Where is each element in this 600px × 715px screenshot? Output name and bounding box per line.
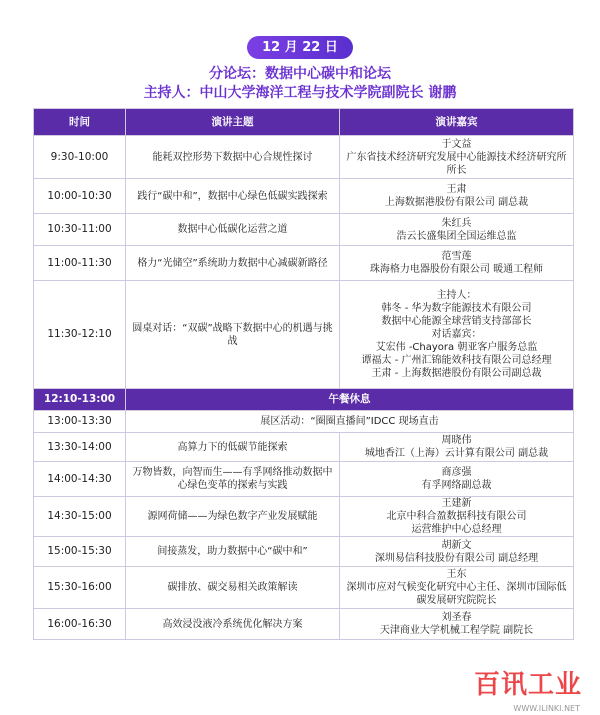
agenda-table: [33, 108, 574, 640]
topic-cell: 格力“光储空”系统助力数据中心减碳新路径: [126, 246, 340, 281]
topic-cell: 高算力下的低碳节能探索: [126, 433, 340, 462]
table-row: [34, 246, 574, 281]
table-row: [34, 609, 574, 640]
table-row: [34, 567, 574, 609]
speaker-cell: 朱红兵 浩云长盛集团全国运维总监: [340, 214, 574, 246]
table-row: [34, 136, 574, 179]
col-header-topic: 演讲主题: [126, 109, 340, 136]
speaker-cell: 于文益 广东省技术经济研究发展中心能源技术经济研究所 所长: [340, 136, 574, 179]
col-header-time: 时间: [34, 109, 126, 136]
exhibition-time: 13:00-13:30: [34, 411, 126, 433]
topic-cell: 万物皆数，向智而生——有孚网络推动数据中心绿色变革的探索与实践: [126, 462, 340, 497]
topic-cell: 数据中心低碳化运营之道: [126, 214, 340, 246]
exhibition-label: 展区活动：“圈圈直播间”IDCC 现场直击: [126, 411, 574, 433]
time-cell: 15:00-15:30: [34, 537, 126, 567]
table-header-row: [34, 109, 574, 136]
speaker-cell: 王东 深圳市应对气候变化研究中心主任、深圳市国际低碳发展研究院院长: [340, 567, 574, 609]
topic-cell: 源网荷储——为绿色数字产业发展赋能: [126, 497, 340, 537]
speaker-cell: 王肃 上海数据港股份有限公司 副总裁: [340, 179, 574, 214]
speaker-cell: 周晓伟 城地香江（上海）云计算有限公司 副总裁: [340, 433, 574, 462]
time-cell: 11:00-11:30: [34, 246, 126, 281]
speaker-cell: 范雪莲 珠海格力电器股份有限公司 暖通工程师: [340, 246, 574, 281]
speaker-cell: 胡新文 深圳易信科技股份有限公司 副总经理: [340, 537, 574, 567]
forum-title: 分论坛：数据中心碳中和论坛: [209, 66, 391, 82]
topic-cell: 践行“碳中和”，数据中心绿色低碳实践探索: [126, 179, 340, 214]
time-cell: 16:00-16:30: [34, 609, 126, 640]
col-header-speaker: 演讲嘉宾: [340, 109, 574, 136]
table-row: [34, 433, 574, 462]
host-title: 主持人：中山大学海洋工程与技术学院副院长 谢鹏: [143, 85, 457, 101]
topic-cell: 碳排放、碳交易相关政策解读: [126, 567, 340, 609]
time-cell: 11:30-12:10: [34, 281, 126, 389]
watermark-logo: 百讯工业: [473, 670, 582, 700]
date-badge: 12 月 22 日: [247, 36, 353, 59]
watermark-url: WWW.ILINKI.NET: [513, 704, 580, 713]
speaker-cell: 商彦强 有孚网络副总裁: [340, 462, 574, 497]
table-row: [34, 179, 574, 214]
topic-cell: 圆桌对话：“双碳”战略下数据中心的机遇与挑战: [126, 281, 340, 389]
table-row: [34, 497, 574, 537]
speaker-cell: 王建新 北京中科合盈数据科技有限公司 运营维护中心总经理: [340, 497, 574, 537]
time-cell: 9:30-10:00: [34, 136, 126, 179]
time-cell: 10:30-11:00: [34, 214, 126, 246]
table-row: [34, 281, 574, 389]
lunch-row: [34, 389, 574, 411]
time-cell: 14:30-15:00: [34, 497, 126, 537]
lunch-time: 12:10-13:00: [34, 389, 126, 411]
topic-cell: 能耗双控形势下数据中心合规性探讨: [126, 136, 340, 179]
topic-cell: 间接蒸发，助力数据中心“碳中和”: [126, 537, 340, 567]
speaker-cell: 主持人： 韩冬 - 华为数字能源技术有限公司 数据中心能源全球营销支持部部长 对话嘉宾： 艾宏伟 -Chayora 朝亚客户服务总监 谭福太 - 广州汇锦能效科技有限公司总经理 王肃 - 上海数据港股份有限公司副总裁: [340, 281, 574, 389]
time-cell: 14:00-14:30: [34, 462, 126, 497]
table-row: [34, 214, 574, 246]
topic-cell: 高效浸没液冷系统优化解决方案: [126, 609, 340, 640]
table-row: [34, 462, 574, 497]
table-row: [34, 537, 574, 567]
exhibition-row: [34, 411, 574, 433]
time-cell: 10:00-10:30: [34, 179, 126, 214]
time-cell: 13:30-14:00: [34, 433, 126, 462]
speaker-cell: 刘圣春 天津商业大学机械工程学院 副院长: [340, 609, 574, 640]
lunch-label: 午餐休息: [126, 389, 574, 411]
time-cell: 15:30-16:00: [34, 567, 126, 609]
